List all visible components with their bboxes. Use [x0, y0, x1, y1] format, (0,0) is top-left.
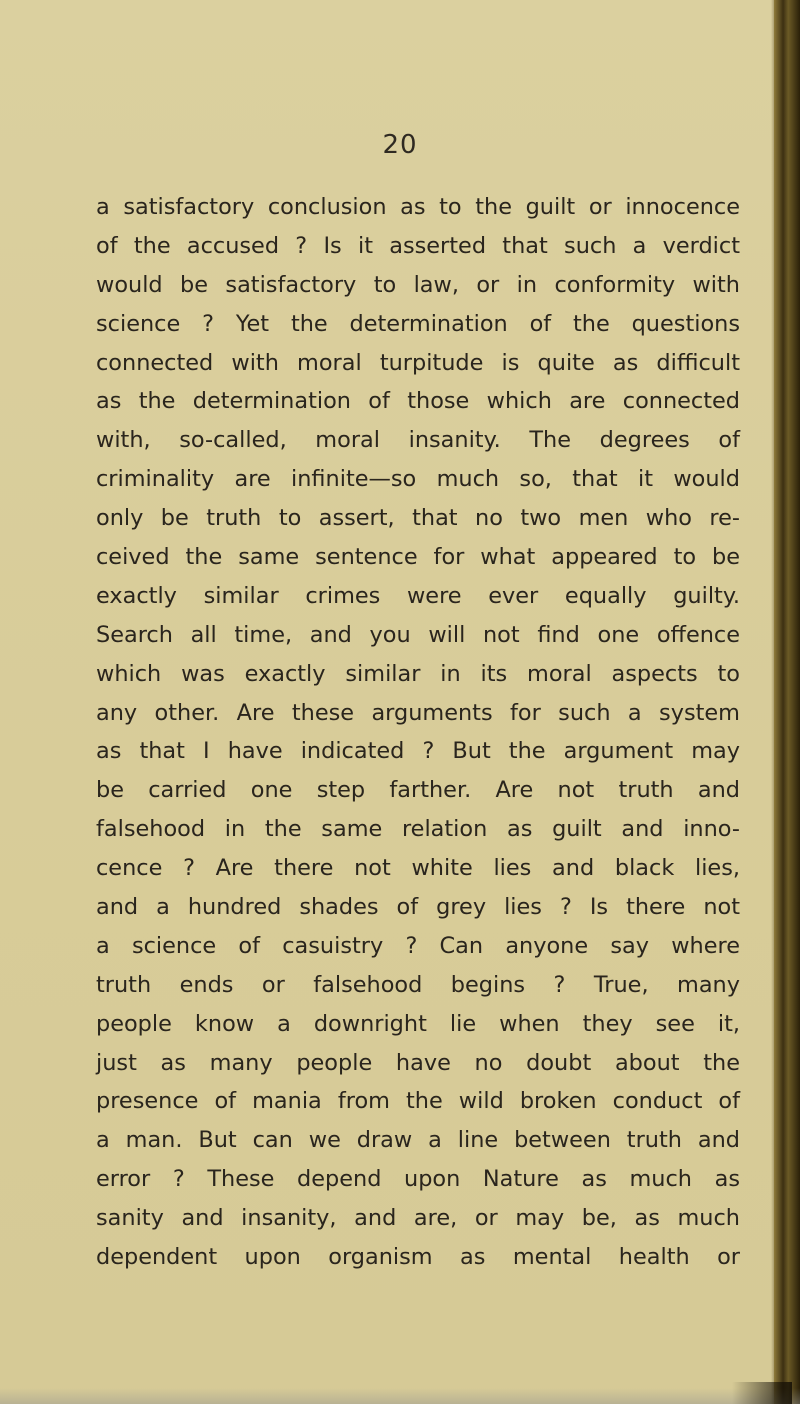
text-line: falsehood in the same relation as guilt and inno- — [96, 816, 740, 843]
text-line: error ? These depend upon Nature as much as — [96, 1166, 740, 1193]
text-line: exactly similar crimes were ever equally guilty. — [96, 582, 740, 609]
text-line: sanity and insanity, and are, or may be, as much — [96, 1205, 740, 1232]
text-line: any other. Are these arguments for such a system — [96, 699, 740, 726]
text-line: would be satisfactory to law, or in conformity with — [96, 271, 740, 298]
text-line: with, so-called, moral insanity. The degrees of — [96, 427, 740, 454]
text-line: which was exactly similar in its moral aspects to — [96, 660, 740, 687]
text-line: criminality are infinite—so much so, that it would — [96, 466, 740, 493]
text-line: of the accused ? Is it asserted that such a verdict — [96, 232, 740, 259]
book-binding — [774, 0, 800, 1404]
text-line: a science of casuistry ? Can anyone say where — [96, 932, 740, 959]
text-line: as that I have indicated ? But the argument may — [96, 738, 740, 765]
text-line: a satisfactory conclusion as to the guilt or innocence — [96, 194, 740, 220]
text-line: as the determination of those which are connected — [96, 388, 740, 415]
text-line: people know a downright lie when they see it, — [96, 1010, 740, 1037]
page-bottom-edge — [0, 1388, 800, 1404]
text-line: and a hundred shades of grey lies ? Is there not — [96, 894, 740, 921]
text-line: dependent upon organism as mental health or — [96, 1244, 740, 1271]
text-line: truth ends or falsehood begins ? True, many — [96, 971, 740, 998]
text-line: a man. But can we draw a line between truth and — [96, 1127, 740, 1154]
text-line: presence of mania from the wild broken conduct of — [96, 1088, 740, 1115]
page-number: 20 — [382, 130, 418, 160]
body-text — [96, 188, 740, 1277]
corner-shadow — [732, 1382, 792, 1404]
text-line: science ? Yet the determination of the questions — [96, 310, 740, 337]
text-line: only be truth to assert, that no two men who re- — [96, 505, 740, 532]
text-line: Search all time, and you will not find one offence — [96, 621, 740, 648]
text-line: ceived the same sentence for what appeared to be — [96, 544, 740, 571]
text-line: cence ? Are there not white lies and black lies, — [96, 855, 740, 882]
text-line: just as many people have no doubt about the — [96, 1049, 740, 1076]
text-line: connected with moral turpitude is quite as difficult — [96, 349, 740, 376]
text-line: be carried one step farther. Are not truth and — [96, 777, 740, 804]
